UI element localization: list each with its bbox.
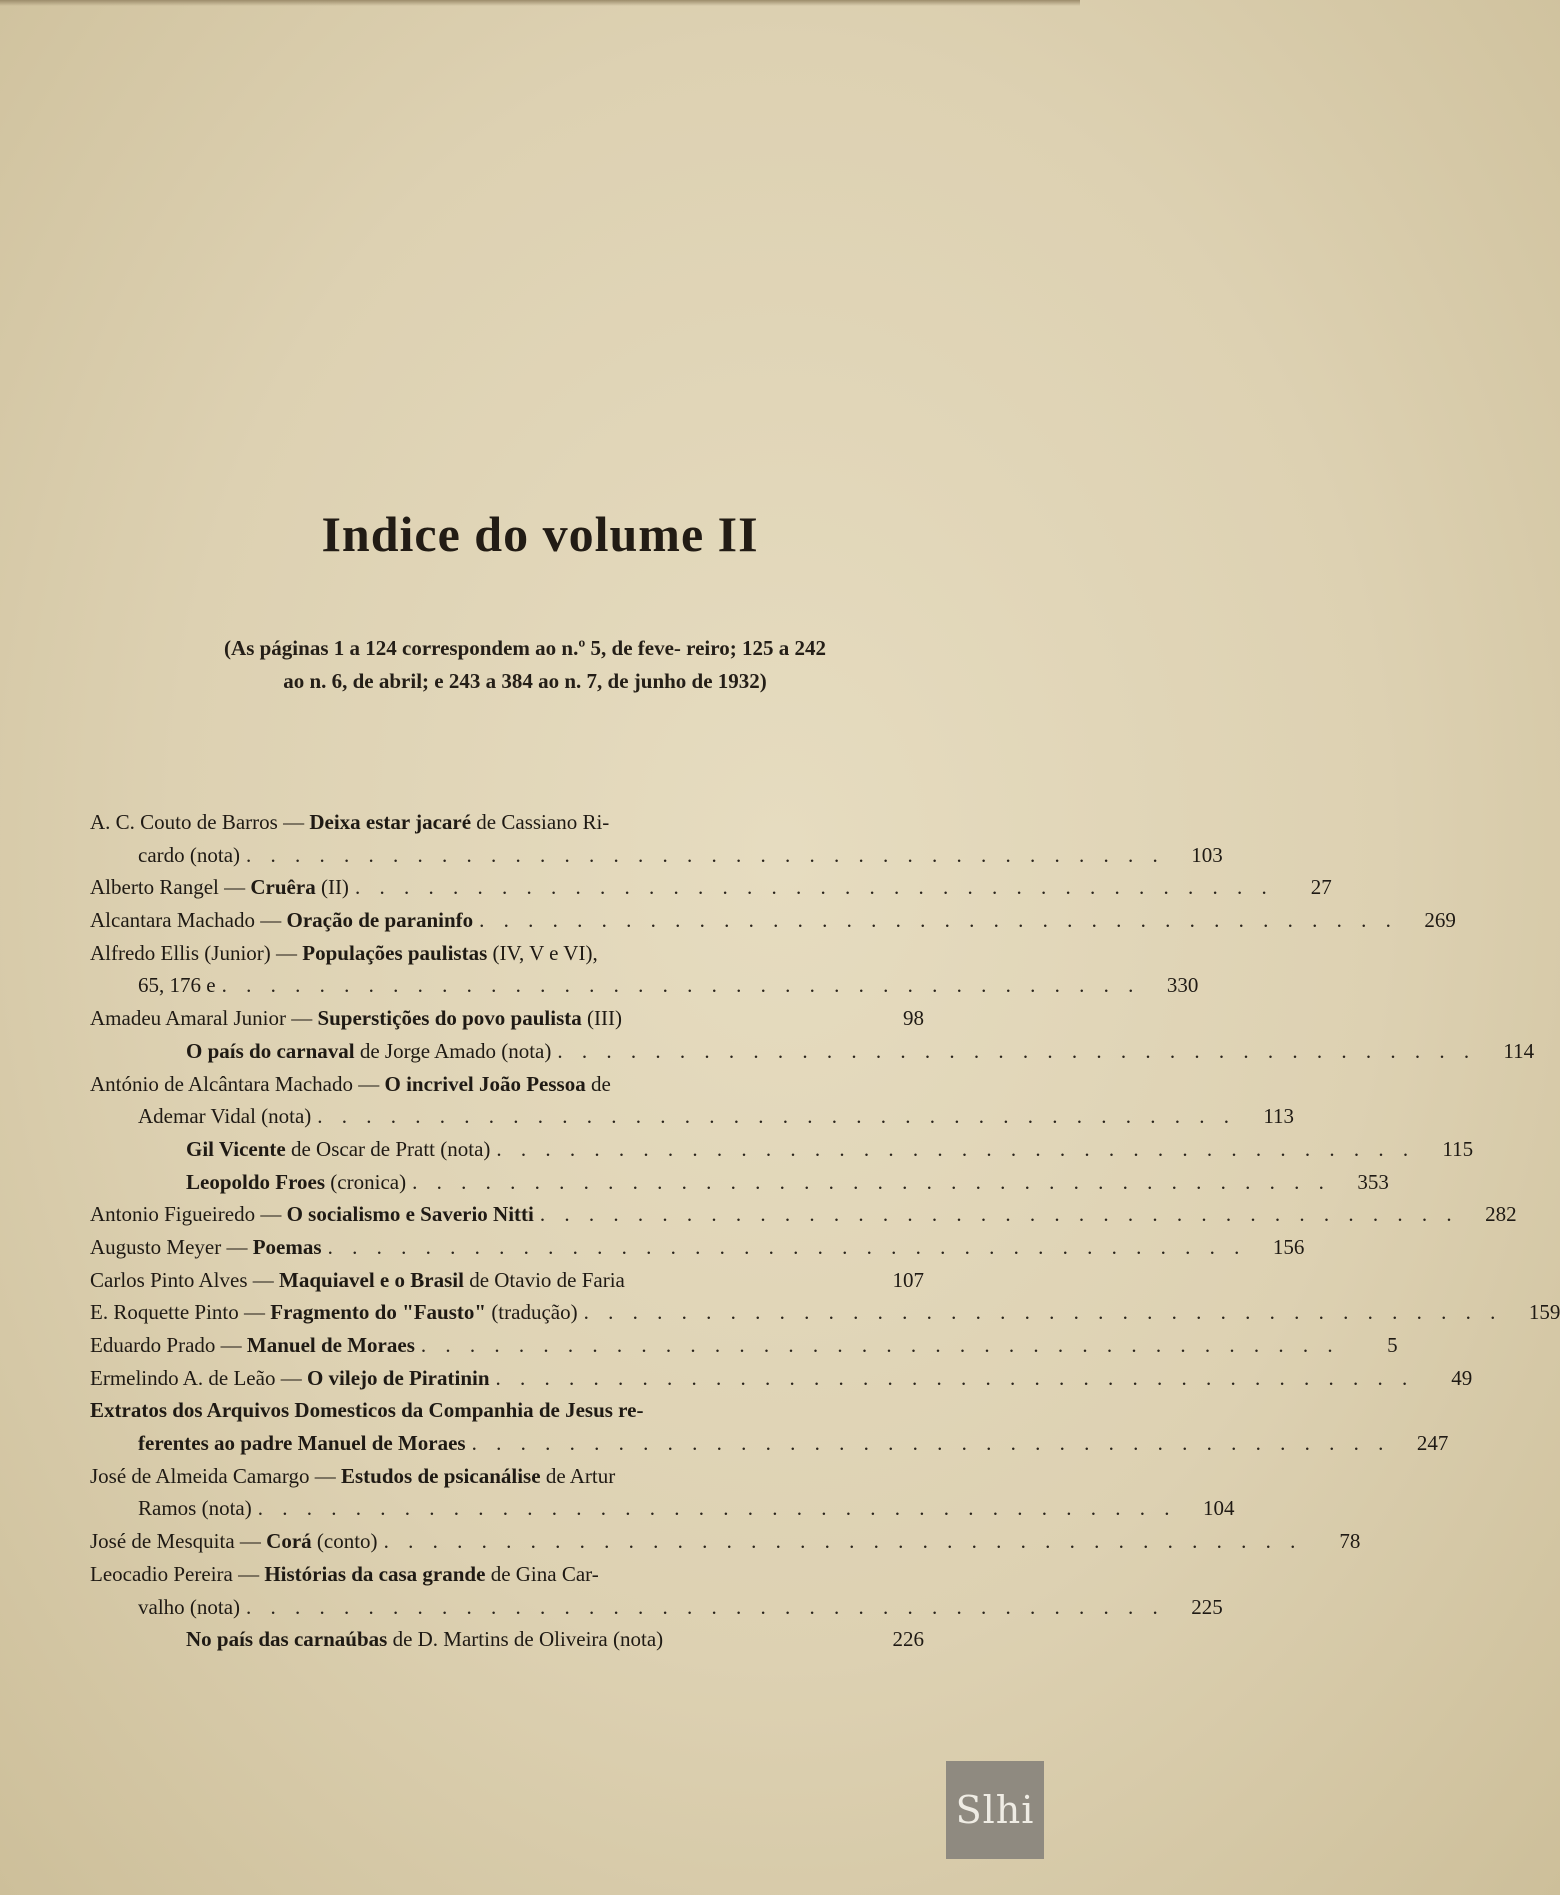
entry-work: Estudos de psicanálise: [341, 1463, 541, 1488]
entry-author: Alfredo Ellis (Junior) —: [90, 940, 303, 965]
entry-work: O país do carnaval: [186, 1038, 355, 1063]
entry-detail: (conto): [311, 1529, 378, 1554]
index-list: [90, 806, 1560, 1656]
entry-work: Leopoldo Froes: [186, 1169, 326, 1194]
index-entry: [90, 1231, 1305, 1264]
dot-leader: . . . . . . . . . . . . . . . . . . . . . . . . . . . . . . . . . . . . . .: [495, 1365, 1415, 1390]
entry-work: Cruêra: [250, 875, 316, 900]
index-entry: [90, 806, 924, 839]
entry-page: 156: [1272, 1234, 1305, 1259]
entry-work: O socialismo e Saverio Nitti: [286, 1202, 534, 1227]
entry-author: A. C. Couto de Barros —: [90, 810, 310, 834]
entry-work: Corá: [266, 1529, 312, 1554]
entry-detail: Ramos (nota): [138, 1496, 252, 1521]
volume-note: (As páginas 1 a 124 correspondem ao n.º 5, de feve- reiro; 125 a 242 ao n. 6, de abril; e 243 a 384 ao n. 7, de junho de 1932): [224, 636, 826, 693]
entry-page: 107: [892, 1267, 924, 1292]
entry-detail: de Gina Car-: [485, 1561, 599, 1586]
entry-detail: (III): [581, 1006, 622, 1031]
entry-detail: de Artur: [540, 1463, 616, 1488]
index-entry: [90, 1591, 1223, 1624]
entry-detail: de Otavio de Faria: [463, 1267, 625, 1292]
index-entry: [90, 839, 1223, 872]
index-entry: [90, 1296, 1560, 1329]
index-entry: [90, 871, 1332, 904]
index-entry: [90, 1558, 924, 1591]
dot-leader: . . . . . . . . . . . . . . . . . . . . . . . . . . . . . . . . . . . . . .: [221, 973, 1141, 998]
entry-detail: Ademar Vidal (nota): [138, 1104, 312, 1129]
dot-leader: . . . . . . . . . . . . . . . . . . . . . . . . . . . . . . . . . . . . . .: [383, 1529, 1303, 1554]
entry-detail: (cronica): [325, 1169, 407, 1194]
entry-author: E. Roquette Pinto —: [90, 1300, 271, 1325]
dot-leader: . . . . . . . . . . . . . . . . . . . . . . . . . . . . . . . . . . . . . .: [317, 1104, 1237, 1129]
entry-author: Antonio Figueiredo —: [90, 1202, 287, 1227]
dot-leader: . . . . . . . . . . . . . . . . . . . . . . . . . . . . . . . . . . . . . .: [420, 1333, 1340, 1357]
entry-author: Leocadio Pereira —: [90, 1561, 265, 1586]
entry-page: 226: [892, 1627, 924, 1652]
index-entry: [90, 1362, 1473, 1395]
dot-leader: . . . . . . . . . . . . . . . . . . . . . . . . . . . . . . . . . . . . . .: [496, 1136, 1416, 1161]
entry-author: Eduardo Prado —: [90, 1333, 247, 1357]
page-title: Indice do volume II: [321, 506, 759, 562]
dot-leader: . . . . . . . . . . . . . . . . . . . . . . . . . . . . . . . . . . . . . .: [246, 1594, 1165, 1619]
entry-work: Oração de paraninfo: [286, 908, 474, 933]
dot-leader: . . . . . . . . . . . . . . . . . . . . . . . . . . . . . . . . . . . . . .: [557, 1038, 1477, 1063]
entry-author: Alcantara Machado —: [90, 908, 287, 933]
entry-page: 27: [1310, 875, 1332, 900]
index-entry: [90, 1100, 1295, 1133]
entry-author: Ermelindo A. de Leão —: [90, 1365, 307, 1390]
entry-page: 330: [1166, 973, 1199, 998]
entry-page: 104: [1202, 1496, 1235, 1521]
entry-page: 353: [1357, 1169, 1389, 1194]
entry-work: Superstições do povo paulista: [317, 1006, 582, 1031]
entry-author: Augusto Meyer —: [90, 1234, 253, 1259]
entry-author: Alberto Rangel —: [90, 875, 251, 900]
entry-work: No país das carnaúbas: [186, 1627, 388, 1652]
dot-leader: . . . . . . . . . . . . . . . . . . . . . . . . . . . . . . . . . . . . . .: [479, 908, 1398, 933]
index-entry: [90, 1035, 1535, 1068]
entry-page: 269: [1424, 908, 1456, 933]
entry-work: Gil Vicente: [186, 1136, 286, 1161]
index-entry: [90, 937, 924, 970]
entry-page: 282: [1485, 1202, 1517, 1227]
index-entry: [90, 1525, 1361, 1558]
index-entry: [90, 1264, 924, 1297]
entry-page: 115: [1442, 1136, 1474, 1161]
entry-page: 78: [1339, 1529, 1361, 1554]
dot-leader: . . . . . . . . . . . . . . . . . . . . . . . . . . . . . . . . . . . . . .: [583, 1300, 1503, 1325]
dot-leader: . . . . . . . . . . . . . . . . . . . . . . . . . . . . . . . . . . . . . .: [257, 1496, 1177, 1521]
index-entry: [90, 1492, 1235, 1525]
entry-work: Deixa estar jacaré: [309, 810, 472, 834]
index-entry: [90, 1068, 924, 1101]
entry-work: ferentes ao padre Manuel de Moraes: [138, 1431, 466, 1456]
entry-detail: de Oscar de Pratt (nota): [285, 1136, 491, 1161]
entry-author: José de Mesquita —: [90, 1529, 267, 1554]
entry-work: O vilejo de Piratinin: [306, 1365, 490, 1390]
index-entry: [90, 1198, 1517, 1231]
index-entry: [90, 969, 1199, 1002]
entry-work: O incrivel João Pessoa: [384, 1071, 586, 1096]
dot-leader: . . . . . . . . . . . . . . . . . . . . . . . . . . . . . . . . . . . . . .: [412, 1169, 1331, 1194]
entry-author: Carlos Pinto Alves —: [90, 1267, 280, 1292]
entry-page: 159: [1528, 1300, 1560, 1325]
entry-detail: 65, 176 e: [138, 973, 216, 998]
index-entry: [90, 1394, 924, 1427]
entry-page: 113: [1263, 1104, 1295, 1129]
entry-detail: cardo (nota): [138, 842, 241, 867]
dot-leader: . . . . . . . . . . . . . . . . . . . . . . . . . . . . . . . . . . . . . .: [539, 1202, 1459, 1227]
entry-work: Maquiavel e o Brasil: [279, 1267, 464, 1292]
entry-work: Populações paulistas: [302, 940, 488, 965]
library-logo: Slhi: [946, 1761, 1044, 1859]
index-entry: [90, 1623, 924, 1656]
entry-detail: de Cassiano Ri-: [471, 810, 610, 834]
entry-detail: (IV, V e VI),: [487, 940, 598, 965]
entry-detail: de D. Martins de Oliveira (nota): [387, 1627, 664, 1652]
entry-detail: valho (nota): [138, 1594, 241, 1619]
entry-page: 49: [1451, 1365, 1473, 1390]
entry-work: Fragmento do "Fausto": [270, 1300, 487, 1325]
index-entry: [90, 1460, 924, 1493]
entry-page: 114: [1503, 1038, 1535, 1063]
dot-leader: . . . . . . . . . . . . . . . . . . . . . . . . . . . . . . . . . . . . . .: [246, 842, 1165, 867]
dot-leader: . . . . . . . . . . . . . . . . . . . . . . . . . . . . . . . . . . . . . .: [471, 1431, 1391, 1456]
entry-detail: (tradução): [486, 1300, 578, 1325]
entry-author: Amadeu Amaral Junior —: [90, 1006, 318, 1031]
entry-work: Manuel de Moraes: [246, 1333, 415, 1357]
entry-detail: de: [585, 1071, 611, 1096]
entry-page: 247: [1416, 1431, 1449, 1456]
dot-leader: . . . . . . . . . . . . . . . . . . . . . . . . . . . . . . . . . . . . . .: [327, 1234, 1247, 1259]
index-entry: [90, 1166, 1389, 1199]
entry-detail: (II): [315, 875, 349, 900]
entry-page: 98: [903, 1006, 924, 1031]
index-entry: [90, 1427, 1449, 1460]
entry-detail: de Jorge Amado (nota): [354, 1038, 552, 1063]
entry-page: 225: [1191, 1594, 1223, 1619]
index-entry: [90, 904, 1456, 937]
dot-leader: . . . . . . . . . . . . . . . . . . . . . . . . . . . . . . . . . . . . . .: [354, 875, 1274, 900]
index-entry: [90, 1329, 1398, 1362]
index-entry: [90, 1002, 924, 1035]
page-edge: [0, 0, 1080, 6]
entry-author: António de Alcântara Machado —: [90, 1071, 385, 1096]
entry-work: Poemas: [252, 1234, 322, 1259]
index-entry: [90, 1133, 1474, 1166]
entry-work: Extratos dos Arquivos Domesticos da Companhia de Jesus re-: [90, 1398, 644, 1423]
entry-page: 103: [1191, 842, 1223, 867]
entry-author: José de Almeida Camargo —: [90, 1463, 341, 1488]
entry-page: 5: [1387, 1333, 1398, 1357]
entry-work: Histórias da casa grande: [264, 1561, 486, 1586]
